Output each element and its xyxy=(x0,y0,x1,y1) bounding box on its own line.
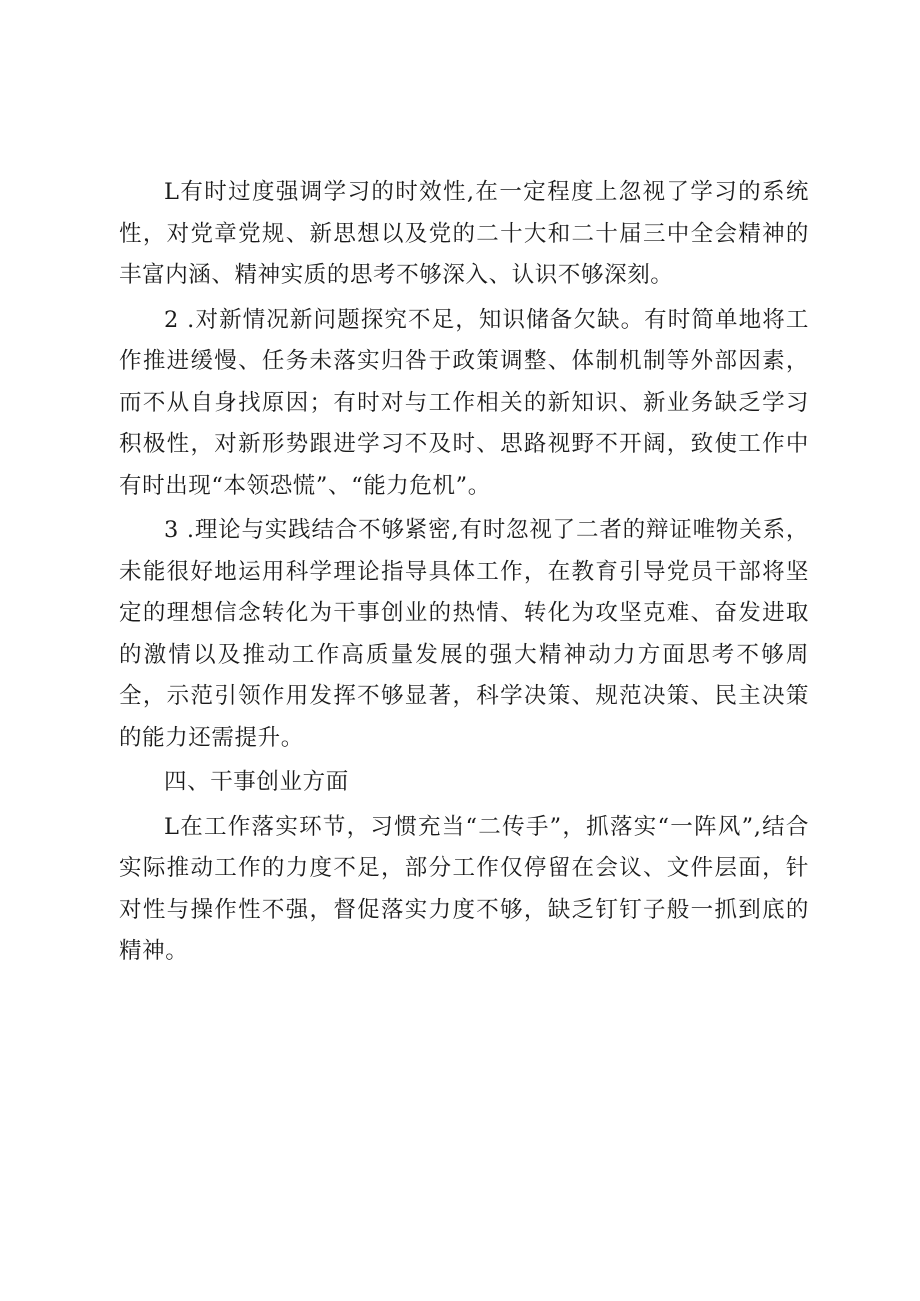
paragraph-item-3-theory-practice: 3 .理论与实践结合不够紧密,有时忽视了二者的辩证唯物关系，未能很好地运用科学理论指导具体工作，在教育引导党员干部将坚定的理想信念转化为干事创业的热情、转化为攻坚克难、奋发进取的激情以及推动工作高质量发展的强大精神动力方面思考不够周全，示范引领作用发挥不够显著，科学决策、规范决策、民主决策的能力还需提升。 xyxy=(119,517,809,751)
paragraph-item-1-learning-system: L有时过度强调学习的时效性,在一定程度上忽视了学习的系统性，对党章党规、新思想以及党的二十大和二十届三中全会精神的丰富内涵、精神实质的思考不够深入、认识不够深刻。 xyxy=(119,179,809,288)
document-body xyxy=(119,172,809,976)
paragraph-item-4-1-implementation: L在工作落实环节，习惯充当“二传手”，抓落实“一阵风”,结合实际推动工作的力度不足，部分工作仅停留在会议、文件层面，针对性与操作性不强，督促落实力度不够，缺乏钉钉子般一抓到底的精神。 xyxy=(119,813,809,964)
paragraph-item-2-new-situations: 2 .对新情况新问题探究不足，知识储备欠缺。有时简单地将工作推进缓慢、任务未落实归咎于政策调整、体制机制等外部因素，而不从自身找原因；有时对与工作相关的新知识、新业务缺乏学习积极性，对新形势跟进学习不及时、思路视野不开阔，致使工作中有时出现“本领恐慌”、“能力危机”。 xyxy=(119,306,809,499)
section-heading-4: 四、干事创业方面 xyxy=(164,769,349,795)
